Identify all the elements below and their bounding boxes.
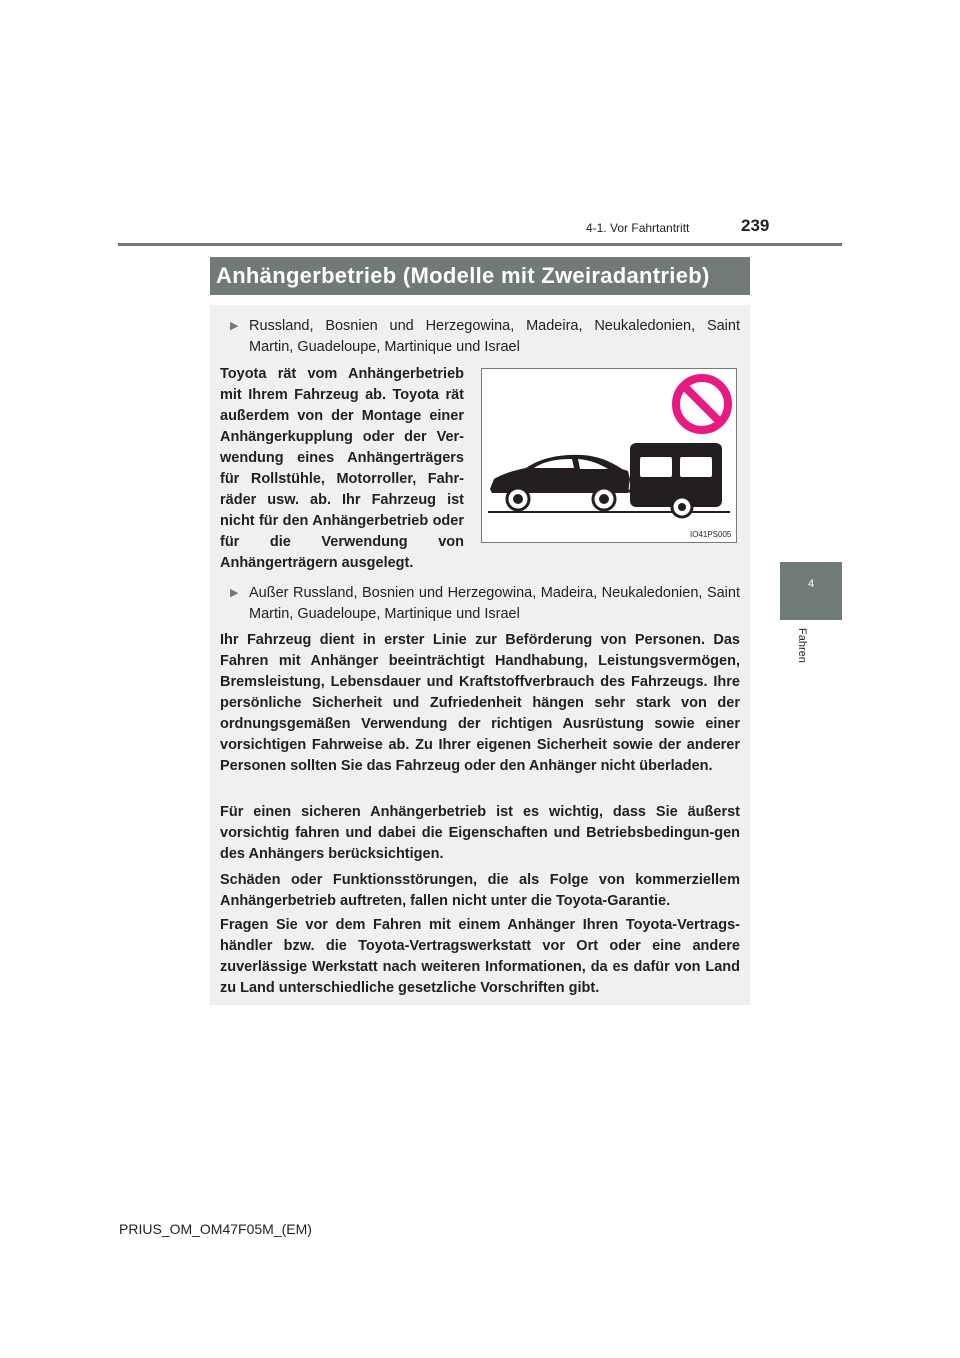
paragraph-4: Schäden oder Funktionsstörungen, die als Folge von kommerziellem Anhängerbetrieb auftreten, fallen nicht unter die Toyota-Garantie. — [220, 872, 740, 909]
bullet-item-2 — [230, 583, 740, 625]
chapter-tab — [780, 562, 842, 620]
document-id: PRIUS_OM_OM47F05M_(EM) — [119, 1221, 312, 1237]
car-icon — [490, 455, 640, 510]
paragraph-3: Für einen sicheren Anhängerbetrieb ist es wichtig, dass Sie äußerst vorsichtig fahren und dabei die Eigenschaften und Betriebsbedingun-gen des Anhängers berücksichtigen. — [220, 804, 740, 862]
chapter-label: Fahren — [796, 628, 808, 663]
paragraph-5: Fragen Sie vor dem Fahren mit einem Anhänger Ihren Toyota-Vertrags-händler bzw. die Toyota-Vertragswerkstatt vor Ort oder eine andere zuverlässige Werkstatt nach weiteren Informationen, da es dafür von Land zu Land unterschiedliche gesetzliche Vorschriften gibt. — [220, 917, 740, 996]
header-rule — [118, 243, 842, 246]
prohibition-icon — [676, 378, 728, 430]
paragraph-2: Ihr Fahrzeug dient in erster Linie zur Beförderung von Personen. Das Fahren mit Anhänger beeinträchtigt Handhabung, Leistungsvermögen, Bremsleistung, Lebensdauer und Kraftstoffverbrauch des Fahrzeugs. Ihre persönliche Sicherheit und Zufriedenheit hängen sehr stark von der ordnungsgemäßen Verwendung der richtigen Ausrüstung sowie einer vorsichtigen Fahrweise ab. Zu Ihrer eigenen Sicherheit sowie der anderer Personen sollten Sie das Fahrzeug oder den Anhänger nicht überladen. — [220, 632, 740, 774]
page-number: 239 — [741, 216, 770, 235]
section-title: 4-1. Vor Fahrtantritt — [586, 221, 690, 235]
section-heading: Anhängerbetrieb (Modelle mit Zweiradantrieb) — [216, 263, 710, 288]
bullet-text-1: Russland, Bosnien und Herzegowina, Madeira, Neukaledonien, Saint Martin, Guadeloupe, Martinique und Israel — [249, 318, 740, 355]
trailer-prohibited-figure — [481, 368, 737, 543]
chapter-number: 4 — [807, 578, 815, 590]
bullet-text-2: Außer Russland, Bosnien und Herzegowina, Madeira, Neukaledonien, Saint Martin, Guadeloupe, Martinique und Israel — [249, 585, 740, 622]
paragraph-1: Toyota rät vom Anhängerbetrieb mit Ihrem Fahrzeug ab. Toyota rät außerdem von der Montage einer Anhängerkupplung oder der Ver-wendung eines Anhängerträgers für Rollstühle, Motorroller, Fahr-räder usw. ab. Ihr Fahrzeug ist nicht für den Anhängerbetrieb oder für die Verwendung von Anhängerträgern ausgelegt. — [220, 366, 464, 571]
triangle-bullet-icon: ▶ — [230, 320, 239, 332]
section-heading-bar — [210, 257, 750, 295]
figure-code: IO41PS005 — [690, 530, 732, 539]
figure-drawing — [482, 369, 738, 544]
bullet-item-1 — [230, 316, 740, 358]
triangle-bullet-icon: ▶ — [230, 587, 239, 599]
